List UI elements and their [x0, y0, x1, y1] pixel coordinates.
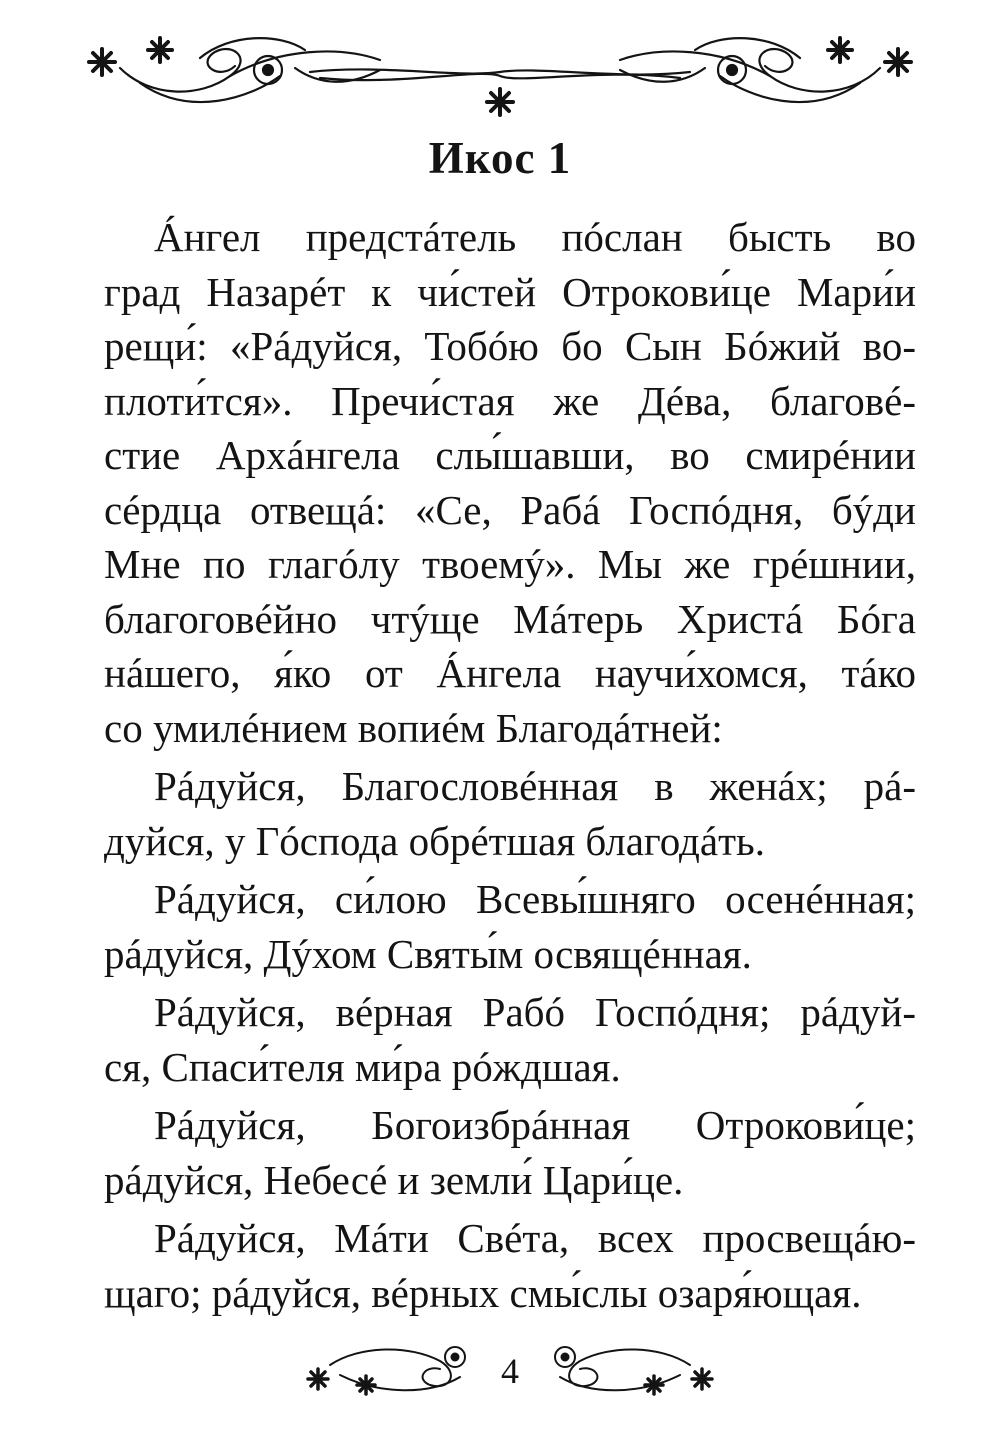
paragraph [104, 1211, 916, 1320]
text-line: рáдуйся, Небесé и земли́ Цари́це. [104, 1156, 684, 1203]
text-line: Рáдуйся, вéрная Рабó Госпóдня; рáдуй- [154, 989, 916, 1035]
text-line: Рáдуйся, Богоизбрáнная Отрокови́це; [154, 1102, 916, 1148]
paragraph [104, 985, 916, 1094]
text-line: град Назарéт к чи́стей Отрокови́це Мари́и [104, 268, 916, 315]
text-line: сéрдца отвещá: «Се, Рабá Госпóдня, бýди [104, 486, 916, 533]
page-title: Икос 1 [428, 133, 572, 183]
text-line: со умилéнием вопиéм Благодáтней: [104, 704, 723, 751]
text-line: щаго; рáдуйся, вéрных смы́слы озаря́ющая. [104, 1269, 862, 1316]
top-floral-ornament-icon [80, 28, 920, 118]
paragraph [104, 1098, 916, 1207]
text-line: дуйся, у Гóспода обрéтшая благодáть. [104, 817, 765, 864]
text-line: нáшего, я́ко от Áнгела научи́хомся, тáко [104, 650, 916, 696]
text-line: Мне по глагóлу твоемý». Мы же грéшнии, [104, 541, 916, 587]
text-line: плоти́тся». Пречи́стая же Дéва, благовé- [104, 377, 916, 424]
paragraph [104, 210, 916, 755]
text-line: стие Архáнгела слы́шавши, во смирéнии [104, 432, 916, 478]
paragraph [104, 872, 916, 981]
paragraph [104, 759, 916, 868]
text-line: Áнгел предстáтель пóслан бысть во [154, 214, 916, 260]
prayer-text [104, 210, 916, 1324]
text-line: Рáдуйся, си́лою Всевы́шняго осенéнная; [154, 876, 916, 922]
text-line: ся, Спаси́теля ми́ра рóждшая. [104, 1043, 621, 1090]
page-number: 4 [501, 1351, 519, 1391]
text-line: рещи́: «Рáдуйся, Тобóю бо Сын Бóжий во- [104, 323, 916, 369]
text-line: Рáдуйся, Благословéнная в женáх; рá- [154, 763, 916, 809]
text-line: рáдуйся, Дýхом Святы́м освящéнная. [104, 930, 752, 977]
text-line: благоговéйно чтýще Мáтерь Христá Бóга [104, 595, 916, 642]
text-line: Рáдуйся, Мáти Свéта, всех просвещáю- [154, 1215, 916, 1261]
